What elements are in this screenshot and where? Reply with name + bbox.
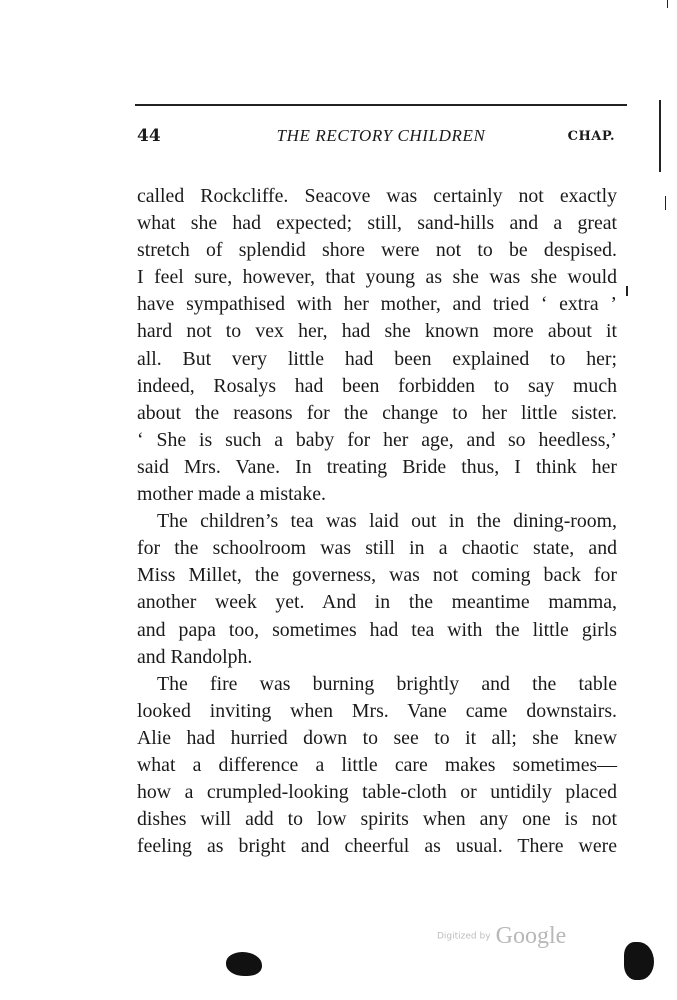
page-edge-mark: [667, 0, 668, 8]
text-line: and Randolph.: [137, 645, 253, 668]
text-line: indeed, Rosalys had been forbidden to say much: [137, 374, 617, 397]
page-edge-mark: [665, 196, 666, 210]
text-line: have sympathised with her mother, and tried ‘ extra ’: [137, 293, 617, 316]
body-text: [137, 183, 617, 860]
text-line: about the reasons for the change to her little sister.: [137, 401, 617, 424]
page-edge-mark: [626, 286, 628, 296]
digitized-watermark: [437, 923, 566, 953]
page-header: [135, 126, 627, 152]
text-line: The children’s tea was laid out in the dining-room,: [157, 510, 617, 533]
text-line: what a difference a little care makes sometimes—: [137, 753, 617, 776]
text-line: The fire was burning brightly and the table: [157, 672, 617, 695]
text-line: called Rockcliffe. Seacove was certainly not exactly: [137, 185, 617, 207]
watermark-prefix: Digitized by: [437, 931, 491, 942]
text-line: feeling as bright and cheerful as usual. There were: [137, 835, 617, 858]
text-line: and papa too, sometimes had tea with the little girls: [137, 618, 617, 641]
chapter-label: CHAP.: [567, 129, 615, 144]
text-line: for the schoolroom was still in a chaotic state, and: [137, 537, 617, 560]
text-line: all. But very little had been explained to her;: [137, 347, 617, 370]
text-line: Miss Millet, the governess, was not coming back for: [137, 564, 617, 587]
text-line: dishes will add to low spirits when any one is not: [137, 808, 617, 831]
text-line: hard not to vex her, had she known more about it: [137, 320, 617, 343]
text-line: what she had expected; still, sand-hills and a great: [137, 212, 617, 235]
running-title: THE RECTORY CHILDREN: [276, 126, 486, 145]
text-line: Alie had hurried down to see to it all; she knew: [137, 726, 617, 749]
header-rule: [135, 104, 627, 106]
ink-blot: [226, 952, 262, 976]
text-line: stretch of splendid shore were not to be despised.: [137, 239, 617, 262]
page-edge-mark: [659, 100, 661, 172]
text-line: another week yet. And in the meantime mamma,: [137, 591, 617, 614]
text-line: I feel sure, however, that young as she was she would: [137, 266, 617, 289]
text-line: looked inviting when Mrs. Vane came downstairs.: [137, 699, 617, 722]
text-line: how a crumpled-looking table-cloth or untidily placed: [137, 781, 617, 804]
ink-blot: [624, 942, 654, 980]
text-line: ‘ She is such a baby for her age, and so heedless,’: [137, 428, 617, 451]
text-line: said Mrs. Vane. In treating Bride thus, I think her: [137, 455, 617, 478]
text-line: mother made a mistake.: [137, 483, 326, 506]
google-logo: Google: [495, 923, 567, 949]
page-number: 44: [137, 126, 161, 146]
